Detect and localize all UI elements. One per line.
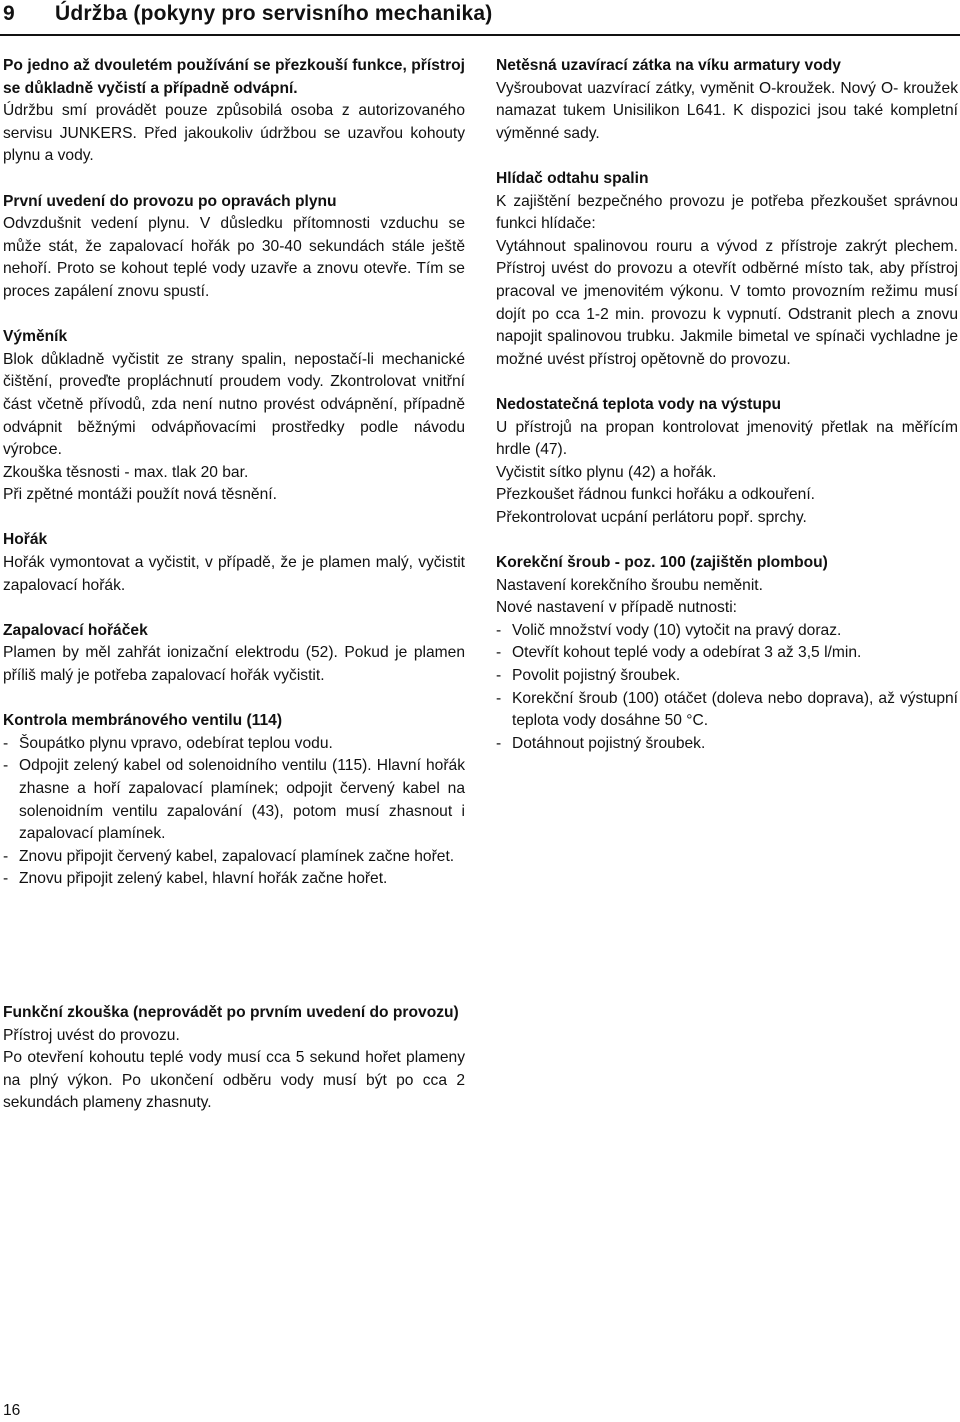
list-item: - Povolit pojistný šroubek. — [496, 667, 681, 685]
section-flue-monitor-text-2: Vytáhnout spalinovou rouru a vývod z přístroje zakrýt plechem. Přístroj uvést do provozu a otevřít odběrné místo tak, aby přístroj pracoval ve jmenovitém výkonu. V tomto provozním režimu musí dojít po cca 1-2 min. provozu k vypnutí. Odstranit plech a znovu napojit spalinovou trubku. Jakmile bimetal ve spínači vychladne je možné uvést přístroj opětovně do provozu. — [496, 237, 958, 368]
right-column — [496, 55, 958, 755]
chapter-title: Údržba (pokyny pro servisního mechanika) — [55, 2, 493, 25]
left-column — [3, 55, 465, 891]
section-heat-exchanger-text: Blok důkladně vyčistit ze strany spalin, nepostačí-li mechanické čištění, proveďte propláchnutí proudem vody. Zkontrolovat vnitřní část včetně přívodů, zda není nutno provést odvápnění, případně odvápnit běžnými odvápňovacími prostředky podle návodu výrobce. — [3, 350, 465, 459]
list-item: - Znovu připojit zelený kabel, hlavní hořák začne hořet. — [3, 870, 388, 888]
section-plug-text: Vyšroubovat uazvírací zátky, vyměnit O-kroužek. Nový O- kroužek namazat tukem Unisilikon L641. K dispozici jsou také kompletní výměnné sady. — [496, 79, 958, 142]
list-item: - Znovu připojit červený kabel, zapalovací plamínek začne hořet. — [3, 847, 455, 865]
section-pilot-burner-text: Plamen by měl zahřát ionizační elektrodu (52). Pokud je plamen příliš malý je potřeba zapalovací hořák vyčistit. — [3, 644, 465, 685]
section-correction-screw-title: Korekční šroub - poz. 100 (zajištěn plombou) — [496, 554, 828, 572]
section-first-start-text: Odvzdušnit vedení plynu. V důsledku přítomnosti vzduchu se může stát, že zapalovací hořák po 30-40 sekundách stále ještě nehoří. Proto se kohout teplé vody uzavře a znovu otevře. Tím se proces zapálení znovu spustí. — [3, 215, 465, 300]
section-low-temp-text: U přístrojů na propan kontrolovat jmenovitý přetlak na měřícím hrdle (47). — [496, 418, 958, 459]
intro-text: Údržbu smí provádět pouze způsobilá osoba z autorizovaného servisu JUNKERS. Před jakoukoliv údržbou se uzavřou kohouty plynu a vody. — [3, 102, 465, 165]
section-membrane-valve-title: Kontrola membránového ventilu (114) — [3, 712, 283, 730]
section-heat-exchanger-text-2: Zkouška těsnosti - max. tlak 20 bar. — [3, 463, 249, 481]
page-number: 16 — [3, 1402, 21, 1419]
section-pilot-burner-title: Zapalovací hořáček — [3, 621, 148, 639]
list-item: - Otevřít kohout teplé vody a odebírat 3 až 3,5 l/min. — [496, 644, 862, 662]
function-test-block — [3, 1002, 465, 1115]
list-item: - Volič množství vody (10) vytočit na pravý doraz. — [496, 621, 842, 639]
section-low-temp-text-4: Překontrolovat ucpání perlátoru popř. sprchy. — [496, 508, 807, 526]
section-first-start-title: První uvedení do provozu po opravách plynu — [3, 192, 337, 210]
section-burner-title: Hořák — [3, 531, 48, 549]
header-rule — [0, 34, 960, 36]
intro-bold: Po jedno až dvouletém používání se přezkouší funkce, přístroj se důkladně vyčistí a případně odvápní. — [3, 57, 465, 97]
page-title — [3, 2, 492, 26]
section-flue-monitor-text: K zajištění bezpečného provozu je potřeba přezkoušet správnou funkci hlídače: — [496, 192, 958, 233]
list-item: - Šoupátko plynu vpravo, odebírat teplou vodu. — [3, 734, 333, 752]
section-low-temp-text-3: Přezkoušet řádnou funkci hořáku a odkouření. — [496, 486, 816, 504]
section-low-temp-title: Nedostatečná teplota vody na výstupu — [496, 395, 782, 413]
section-function-test-text-2: Po otevření kohoutu teplé vody musí cca 5 sekund hořet plameny na plný výkon. Po ukončení odběru vody musí být po cca 2 sekundách plameny zhasnuty. — [3, 1049, 465, 1112]
section-heat-exchanger-title: Výměník — [3, 328, 68, 346]
section-flue-monitor-title: Hlídač odtahu spalin — [496, 169, 649, 187]
chapter-number: 9 — [3, 2, 15, 25]
list-item: - Odpojit zelený kabel od solenoidního ventilu (115). Hlavní hořák zhasne a hoří zapalovací plamínek; odpojit červený kabel na solenoidním ventilu zapalování (43), potom musí zhasnout i zapalovací plamínek. — [3, 757, 465, 843]
section-plug-title: Netěsná uzavírací zátka na víku armatury vody — [496, 57, 841, 74]
section-function-test-text: Přístroj uvést do provozu. — [3, 1026, 180, 1044]
list-item: - Dotáhnout pojistný šroubek. — [496, 734, 706, 752]
section-correction-screw-text: Nastavení korekčního šroubu neměnit. — [496, 576, 763, 594]
list-item: - Korekční šroub (100) otáčet (doleva nebo doprava), až výstupní teplota vody dosáhne 50 °C. — [496, 689, 958, 730]
section-heat-exchanger-text-3: Při zpětné montáži použít nová těsnění. — [3, 486, 277, 504]
section-low-temp-text-2: Vyčistit sítko plynu (42) a hořák. — [496, 463, 717, 481]
section-burner-text: Hořák vymontovat a vyčistit, v případě, že je plamen malý, vyčistit zapalovací hořák. — [3, 554, 465, 594]
section-function-test-title: Funkční zkouška (neprovádět po prvním uvedení do provozu) — [3, 1004, 459, 1021]
section-correction-screw-text-2: Nové nastavení v případě nutnosti: — [496, 599, 737, 617]
